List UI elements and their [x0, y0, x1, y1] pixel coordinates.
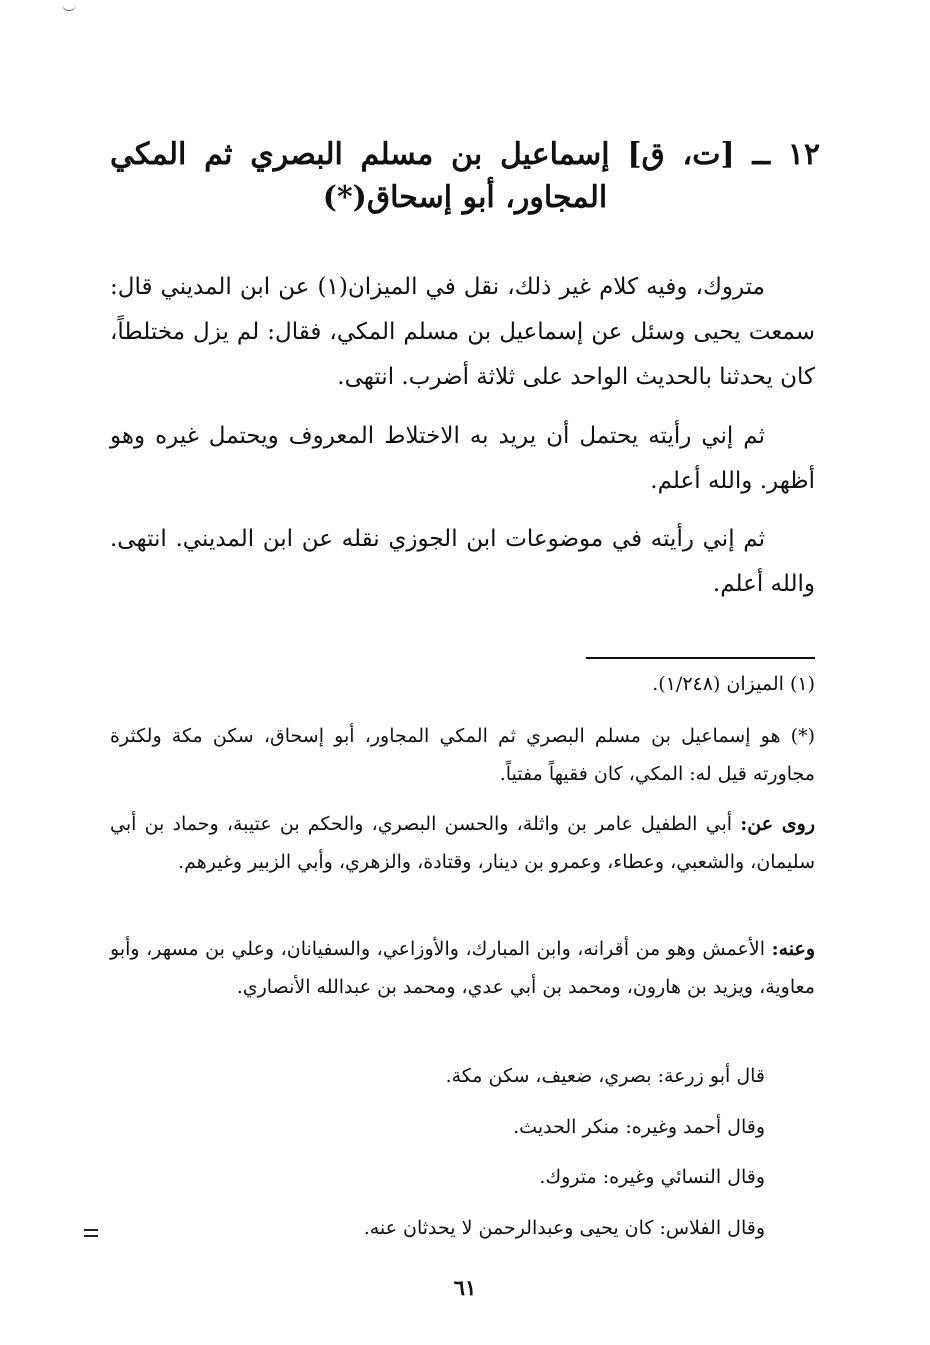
- narrated-from-label: روى عن:: [740, 813, 816, 835]
- narrated-by-text: الأعمش وهو من أقرانه، وابن المبارك، والأوزاعي، والسفيانان، وعلي بن مسهر، وأبو معاوية، ويزيد بن هارون، ومحمد بن أبي عدي، ومحمد بن عبدالله الأنصاري.: [110, 938, 815, 998]
- quote-abu-zurah: قال أبو زرعة: بصري، ضعيف، سكن مكة.: [445, 1065, 765, 1087]
- footnote-separator: [586, 657, 815, 659]
- quote-nasai: وقال النسائي وغيره: متروك.: [539, 1166, 765, 1188]
- body-paragraph-3: ثم إني رأيته في موضوعات ابن الجوزي نقله عن ابن المديني. انتهى. والله أعلم.: [110, 526, 815, 597]
- narrated-from-text: أبي الطفيل عامر بن واثلة، والحسن البصري، والحكم بن عتيبة، وحماد بن أبي سليمان، والشعبي، وعطاء، وعمرو بن دينار، وقتادة، والزهري، وأبي الزبير وغيرهم.: [110, 813, 815, 873]
- entry-heading-line-2: المجاور، أبو إسحاق(*): [322, 180, 608, 215]
- scan-corner-mark: [62, 2, 76, 11]
- entry-heading-line-1: ١٢ ــ [ت، ق] إسماعيل بن مسلم البصري ثم المكي: [110, 137, 820, 172]
- narrated-by-paragraph: [110, 930, 815, 1006]
- narrated-by-label: وعنه:: [771, 938, 816, 960]
- quote-fallas: وقال الفلاس: كان يحيى وعبدالرحمن لا يحدثان عنه.: [363, 1217, 765, 1239]
- page-number: ٦١: [453, 1275, 477, 1300]
- narrated-from-paragraph: [110, 805, 815, 881]
- footnote-star: (*) هو إسماعيل بن مسلم البصري ثم المكي المجاور، أبو إسحاق، سكن مكة ولكثرة مجاورته قيل له: المكي، كان فقيهاً مفتياً.: [110, 725, 815, 785]
- body-paragraph-2: ثم إني رأيته يحتمل أن يريد به الاختلاط المعروف ويحتمل غيره وهو أظهر. والله أعلم.: [110, 423, 815, 494]
- footnote-1: (١) الميزان (١/٢٤٨).: [652, 673, 815, 695]
- margin-equals-mark: [84, 1229, 98, 1237]
- body-paragraph-1: متروك، وفيه كلام غير ذلك، نقل في الميزان(١) عن ابن المديني قال: سمعت يحيى وسئل عن إسماعيل بن مسلم المكي، فقال: لم يزل مختلطاً، كان يحدثنا بالحديث الواحد على ثلاثة أضرب. انتهى.: [110, 274, 815, 390]
- quote-ahmad: وقال أحمد وغيره: منكر الحديث.: [513, 1116, 765, 1138]
